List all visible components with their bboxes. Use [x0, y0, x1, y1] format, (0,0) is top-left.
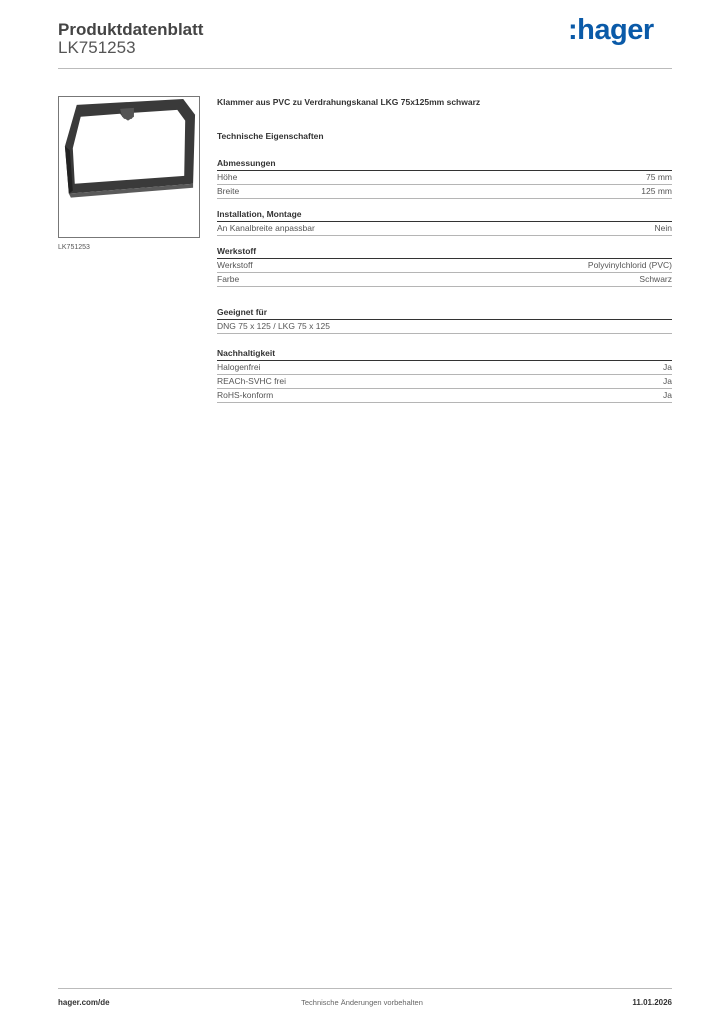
row-value: 125 mm [641, 186, 672, 196]
row-label: REACh-SVHC frei [217, 376, 286, 386]
row-value: Ja [663, 390, 672, 400]
row-label: DNG 75 x 125 / LKG 75 x 125 [217, 321, 330, 331]
row-value: Ja [663, 376, 672, 386]
header-divider [58, 68, 672, 69]
row-value: Schwarz [639, 274, 672, 284]
bracket-clamp-image [59, 97, 199, 237]
section-dimensions [217, 158, 672, 199]
table-row [217, 222, 672, 236]
row-label: Halogenfrei [217, 362, 261, 372]
row-value: Polyvinylchlorid (PVC) [587, 260, 672, 270]
section-suitable [217, 307, 672, 334]
table-row [217, 185, 672, 199]
footer-divider [58, 988, 672, 989]
row-label: RoHS-konform [217, 390, 274, 400]
page-title: Produktdatenblatt [58, 20, 204, 39]
image-caption: LK751253 [58, 244, 90, 251]
row-value: Ja [663, 362, 672, 372]
row-label: An Kanalbreite anpassbar [217, 223, 315, 233]
table-row [217, 375, 672, 389]
footer-date: 11.01.2026 [632, 998, 672, 1007]
section-sustainability [217, 348, 672, 403]
table-row [217, 320, 672, 334]
hager-logo[interactable]: :hager [568, 14, 654, 46]
section-title: Geeignet für [217, 307, 672, 320]
row-value: Nein [654, 223, 672, 233]
product-code: LK751253 [58, 38, 136, 57]
row-value: 75 mm [646, 172, 672, 182]
product-image-frame [58, 96, 200, 238]
product-description: Klammer aus PVC zu Verdrahungskanal LKG 75x125mm schwarz [217, 97, 481, 107]
table-row [217, 361, 672, 375]
footer-website-link[interactable]: hager.com/de [58, 998, 110, 1007]
table-row [217, 259, 672, 273]
section-title: Installation, Montage [217, 209, 672, 222]
row-label: Werkstoff [217, 260, 253, 270]
section-installation [217, 209, 672, 236]
table-row [217, 389, 672, 403]
row-label: Farbe [217, 274, 240, 284]
section-title: Nachhaltigkeit [217, 348, 672, 361]
row-label: Höhe [217, 172, 238, 182]
product-details [217, 97, 672, 413]
tech-properties-heading: Technische Eigenschaften [217, 131, 324, 141]
row-label: Breite [217, 186, 240, 196]
table-row [217, 171, 672, 185]
section-material [217, 246, 672, 287]
footer-note: Technische Änderungen vorbehalten [301, 998, 423, 1007]
section-title: Werkstoff [217, 246, 672, 259]
section-title: Abmessungen [217, 158, 672, 171]
table-row [217, 273, 672, 287]
